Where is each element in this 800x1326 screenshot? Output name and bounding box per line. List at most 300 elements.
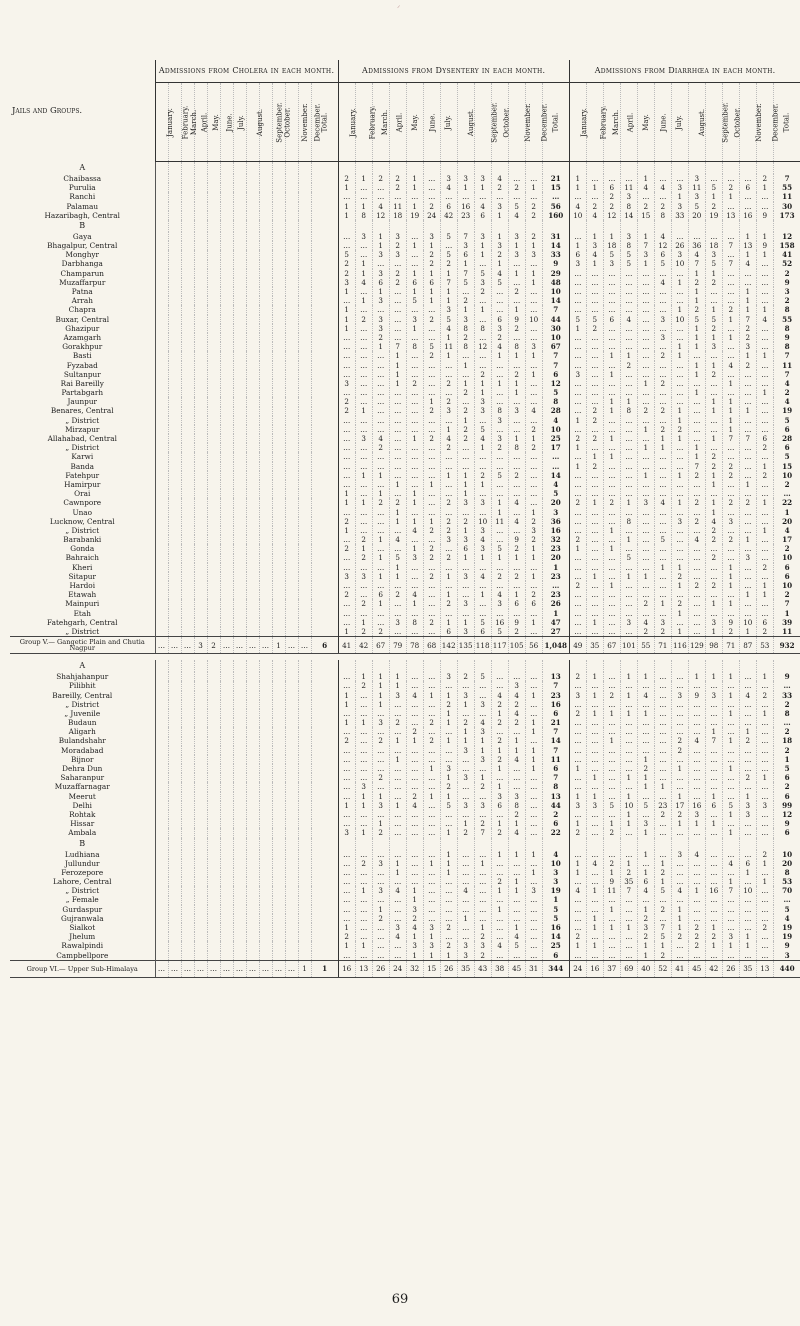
dia-cell — [739, 162, 756, 175]
dys-cell: 1 — [372, 535, 389, 544]
dys-cell — [338, 838, 355, 850]
dys-cell: 21 — [542, 718, 569, 727]
dia-cell: … — [603, 609, 620, 618]
chol-cell — [207, 618, 220, 627]
dys-cell: 1 — [474, 859, 491, 868]
dia-cell: 1 — [671, 609, 688, 618]
dys-cell: 3 — [525, 342, 542, 351]
dia-cell: … — [756, 508, 773, 517]
dia-cell: … — [654, 792, 671, 801]
dia-cell: … — [671, 489, 688, 498]
dia-cell: 5 — [722, 801, 739, 810]
dia-cell: … — [739, 508, 756, 517]
dys-cell — [457, 660, 474, 672]
dia-cell — [688, 660, 705, 672]
chol-cell — [285, 773, 298, 782]
dia-cell: 1 — [569, 868, 586, 877]
dys-cell: … — [440, 819, 457, 828]
dia-cell: 2 — [688, 941, 705, 950]
dys-cell: … — [423, 681, 440, 690]
dia-cell: … — [739, 572, 756, 581]
dys-cell: 11 — [542, 755, 569, 764]
dia-cell: 1 — [756, 709, 773, 718]
chol-cell — [194, 554, 207, 563]
month-label: August. — [255, 108, 264, 136]
dys-cell: 1 — [423, 296, 440, 305]
chol-cell — [233, 810, 246, 819]
dys-cell: 1 — [355, 801, 372, 810]
chol-cell — [285, 397, 298, 406]
dys-cell — [355, 838, 372, 850]
chol-cell — [311, 609, 338, 618]
chol-cell — [272, 941, 285, 950]
dys-cell: 2 — [457, 407, 474, 416]
dia-cell — [586, 220, 603, 232]
dys-cell: 6 — [457, 250, 474, 259]
chol-cell — [272, 397, 285, 406]
chol-cell — [168, 471, 181, 480]
dia-cell: 1 — [569, 544, 586, 553]
chol-cell — [220, 599, 233, 608]
dys-cell: … — [423, 471, 440, 480]
dia-cell: 5 — [654, 260, 671, 269]
chol-cell — [233, 691, 246, 700]
dys-cell: … — [508, 859, 525, 868]
dia-cell: 1 — [637, 443, 654, 452]
chol-cell — [311, 951, 338, 961]
chol-cell — [207, 727, 220, 736]
dys-cell: … — [491, 932, 508, 941]
dys-cell: … — [423, 425, 440, 434]
dia-cell: 2 — [688, 923, 705, 932]
dia-cell: 1 — [722, 709, 739, 718]
dys-cell: … — [474, 315, 491, 324]
dia-cell: 1 — [722, 425, 739, 434]
dys-cell: 1 — [355, 407, 372, 416]
chol-cell — [233, 241, 246, 250]
dia-cell: 1 — [671, 434, 688, 443]
dia-cell: … — [688, 868, 705, 877]
dys-cell: 1 — [423, 932, 440, 941]
chol-cell — [220, 609, 233, 618]
dys-cell: 1 — [372, 554, 389, 563]
chol-cell — [233, 425, 246, 434]
dia-cell: 7 — [722, 241, 739, 250]
dys-cell: … — [423, 333, 440, 342]
chol-cell — [259, 627, 272, 637]
dia-cell: 55 — [773, 315, 800, 324]
dia-cell: 7 — [705, 737, 722, 746]
dia-cell: 2 — [705, 324, 722, 333]
dia-cell: … — [620, 489, 637, 498]
dys-cell: 1 — [457, 480, 474, 489]
dia-cell: 932 — [773, 637, 800, 654]
dia-cell: 4 — [654, 183, 671, 192]
dys-cell: … — [508, 480, 525, 489]
month-label: January. — [165, 107, 174, 137]
chol-cell — [259, 443, 272, 452]
chol-cell — [220, 850, 233, 859]
dia-cell: 1 — [569, 792, 586, 801]
chol-cell — [181, 508, 194, 517]
dia-cell: … — [756, 810, 773, 819]
chol-cell — [298, 397, 311, 406]
month-label: October. — [733, 106, 742, 138]
dys-cell: 1 — [440, 868, 457, 877]
dia-cell: … — [671, 554, 688, 563]
dys-cell: … — [406, 773, 423, 782]
chol-cell — [168, 250, 181, 259]
chol-cell — [168, 407, 181, 416]
dys-cell: … — [491, 681, 508, 690]
dys-cell: 20 — [542, 498, 569, 507]
dia-cell: … — [671, 174, 688, 183]
dia-cell: 2 — [671, 425, 688, 434]
dia-cell: 1 — [722, 192, 739, 201]
dys-cell: … — [338, 232, 355, 241]
dia-cell: … — [739, 850, 756, 859]
chol-cell — [194, 773, 207, 782]
dia-cell: 1 — [620, 535, 637, 544]
table-row — [10, 287, 800, 296]
dia-cell: 4 — [654, 498, 671, 507]
dia-cell — [603, 220, 620, 232]
dia-cell: … — [569, 590, 586, 599]
chol-cell — [298, 932, 311, 941]
dys-cell: … — [491, 535, 508, 544]
chol-cell — [233, 232, 246, 241]
dia-cell: … — [688, 526, 705, 535]
dia-cell: … — [739, 489, 756, 498]
dys-cell: 3 — [508, 792, 525, 801]
chol-cell — [246, 773, 259, 782]
dys-cell: … — [372, 370, 389, 379]
chol-cell — [246, 718, 259, 727]
dys-cell: 1 — [440, 773, 457, 782]
chol-cell — [220, 241, 233, 250]
dys-cell: 3 — [423, 941, 440, 950]
dia-cell: 3 — [705, 342, 722, 351]
table-row — [10, 618, 800, 627]
chol-cell — [155, 896, 168, 905]
dia-cell: 2 — [603, 859, 620, 868]
dys-cell: … — [406, 351, 423, 360]
dys-cell: … — [355, 914, 372, 923]
dys-cell: … — [440, 361, 457, 370]
chol-cell — [285, 691, 298, 700]
dys-cell: … — [389, 443, 406, 452]
dia-cell: … — [722, 388, 739, 397]
group-total-label: Group VI.— Upper Sub-Himalaya — [10, 960, 155, 977]
dia-cell: 2 — [773, 480, 800, 489]
dia-cell — [654, 660, 671, 672]
dys-month-header — [508, 83, 532, 162]
chol-cell — [246, 241, 259, 250]
dys-cell: … — [406, 250, 423, 259]
dia-cell: 3 — [637, 819, 654, 828]
dia-cell: 5 — [688, 315, 705, 324]
dys-cell: 1 — [491, 819, 508, 828]
dia-cell: 1 — [705, 498, 722, 507]
chol-cell — [259, 681, 272, 690]
dia-cell: 3 — [586, 241, 603, 250]
chol-cell — [285, 443, 298, 452]
dia-cell — [756, 660, 773, 672]
dia-cell: 1 — [603, 544, 620, 553]
dia-cell: 3 — [637, 250, 654, 259]
chol-cell — [220, 526, 233, 535]
dia-cell: 1 — [739, 296, 756, 305]
dia-cell: … — [739, 416, 756, 425]
dia-cell: … — [705, 572, 722, 581]
dys-cell: … — [474, 489, 491, 498]
chol-cell — [207, 211, 220, 220]
dia-cell — [773, 838, 800, 850]
dys-cell: 3 — [474, 801, 491, 810]
dia-cell: 1 — [637, 174, 654, 183]
dia-cell: … — [569, 554, 586, 563]
dia-cell: … — [722, 508, 739, 517]
dia-cell: … — [654, 508, 671, 517]
dys-cell: 2 — [423, 315, 440, 324]
dys-cell: 4 — [474, 202, 491, 211]
chol-cell — [298, 183, 311, 192]
dys-cell: 11 — [440, 342, 457, 351]
dys-cell: … — [355, 932, 372, 941]
chol-cell — [272, 489, 285, 498]
dia-cell: … — [671, 718, 688, 727]
chol-cell — [285, 498, 298, 507]
chol-cell — [311, 379, 338, 388]
dia-cell: … — [671, 709, 688, 718]
chol-cell — [285, 941, 298, 950]
dia-cell: … — [739, 951, 756, 961]
dia-cell: 2 — [569, 581, 586, 590]
dia-cell — [705, 660, 722, 672]
chol-cell — [207, 923, 220, 932]
dia-cell: 2 — [756, 691, 773, 700]
dys-cell: 3 — [542, 877, 569, 886]
dys-cell: 1 — [338, 691, 355, 700]
chol-cell — [259, 489, 272, 498]
dia-cell: … — [671, 287, 688, 296]
chol-cell — [259, 572, 272, 581]
dys-cell: … — [508, 581, 525, 590]
chol-cell — [246, 700, 259, 709]
dys-cell: … — [474, 260, 491, 269]
dys-cell: 8 — [508, 342, 525, 351]
chol-cell — [168, 462, 181, 471]
dys-cell: … — [406, 361, 423, 370]
dia-cell: 1 — [620, 859, 637, 868]
dia-cell: 1 — [756, 498, 773, 507]
chol-cell — [233, 269, 246, 278]
chol-cell: … — [155, 637, 168, 654]
dia-cell: … — [569, 923, 586, 932]
chol-cell — [233, 951, 246, 961]
chol-cell — [155, 581, 168, 590]
dys-cell: … — [406, 672, 423, 681]
dia-cell: 9 — [773, 278, 800, 287]
dia-cell: … — [603, 296, 620, 305]
dia-cell: … — [654, 489, 671, 498]
dia-cell: … — [654, 691, 671, 700]
dys-cell: 3 — [491, 434, 508, 443]
dys-cell: 2 — [372, 914, 389, 923]
chol-cell — [207, 554, 220, 563]
dys-cell: 1 — [440, 951, 457, 961]
chol-cell — [168, 425, 181, 434]
chol-cell — [246, 932, 259, 941]
dia-cell: 2 — [603, 202, 620, 211]
chol-cell — [155, 192, 168, 201]
dia-cell: … — [739, 923, 756, 932]
table-row — [10, 581, 800, 590]
dia-cell: 1 — [756, 305, 773, 314]
chol-cell — [168, 672, 181, 681]
dys-cell: … — [508, 489, 525, 498]
dys-cell: 1 — [440, 792, 457, 801]
dys-cell: … — [372, 508, 389, 517]
dys-cell: 5 — [491, 471, 508, 480]
dys-cell — [542, 162, 569, 175]
chol-cell — [155, 932, 168, 941]
chol-cell: … — [246, 637, 259, 654]
dys-cell: 105 — [508, 637, 525, 654]
chol-cell — [207, 220, 220, 232]
dys-cell: 1 — [372, 241, 389, 250]
chol-cell — [168, 192, 181, 201]
chol-cell — [285, 425, 298, 434]
dys-cell: 3 — [474, 498, 491, 507]
dys-cell: 5 — [508, 202, 525, 211]
dia-cell: 4 — [705, 517, 722, 526]
dia-cell: … — [756, 572, 773, 581]
dia-cell: … — [654, 700, 671, 709]
dys-cell: 2 — [372, 333, 389, 342]
dia-cell: 1 — [756, 250, 773, 259]
dys-cell: 1 — [525, 618, 542, 627]
dys-cell: 24 — [423, 211, 440, 220]
chol-cell — [233, 351, 246, 360]
chol-cell — [155, 718, 168, 727]
month-label: June. — [225, 112, 234, 132]
dia-cell: … — [620, 905, 637, 914]
dia-cell: … — [620, 932, 637, 941]
dia-cell: 2 — [654, 351, 671, 360]
dys-cell: 1 — [508, 590, 525, 599]
chol-cell — [181, 269, 194, 278]
chol-cell — [194, 877, 207, 886]
dys-cell: 1 — [440, 351, 457, 360]
dys-cell: 2 — [491, 755, 508, 764]
dia-cell: … — [705, 590, 722, 599]
chol-cell — [155, 691, 168, 700]
chol-cell — [272, 914, 285, 923]
chol-cell — [246, 287, 259, 296]
chol-cell — [259, 220, 272, 232]
chol-cell — [259, 691, 272, 700]
chol-cell — [155, 755, 168, 764]
dys-cell: … — [406, 700, 423, 709]
dia-cell: 7 — [739, 434, 756, 443]
dys-cell — [355, 220, 372, 232]
table-row — [10, 923, 800, 932]
dys-cell: … — [406, 755, 423, 764]
dys-cell: … — [406, 627, 423, 637]
dys-cell: 1 — [338, 627, 355, 637]
chol-cell — [207, 480, 220, 489]
dia-cell: 5 — [569, 315, 586, 324]
dys-cell: … — [423, 192, 440, 201]
chol-cell — [259, 174, 272, 183]
chol-cell — [298, 269, 311, 278]
chol-cell — [298, 480, 311, 489]
chol-cell — [298, 850, 311, 859]
chol-cell — [272, 850, 285, 859]
dia-cell: … — [603, 773, 620, 782]
chol-cell — [181, 609, 194, 618]
dys-cell: 7 — [474, 828, 491, 837]
chol-cell — [168, 599, 181, 608]
dys-cell: 1 — [474, 746, 491, 755]
dia-cell: 1 — [637, 868, 654, 877]
dia-cell: 6 — [603, 315, 620, 324]
dia-cell — [586, 838, 603, 850]
chol-cell — [220, 333, 233, 342]
dys-cell: 15 — [542, 183, 569, 192]
dia-cell: … — [569, 755, 586, 764]
chol-cell — [246, 782, 259, 791]
chol-cell — [259, 764, 272, 773]
dia-cell: … — [654, 819, 671, 828]
dia-cell: 2 — [569, 535, 586, 544]
dys-cell: … — [389, 333, 406, 342]
dys-cell: … — [355, 425, 372, 434]
dys-cell: 44 — [542, 801, 569, 810]
chol-cell — [220, 434, 233, 443]
dys-cell: 5 — [474, 672, 491, 681]
dys-cell: 1 — [406, 896, 423, 905]
dia-cell: … — [620, 324, 637, 333]
dia-cell: 1 — [637, 782, 654, 791]
chol-cell — [311, 590, 338, 599]
dys-cell: 1 — [355, 269, 372, 278]
chol-cell — [207, 462, 220, 471]
dys-cell: 19 — [542, 886, 569, 895]
dia-cell: … — [671, 700, 688, 709]
chol-cell — [168, 709, 181, 718]
chol-cell — [220, 489, 233, 498]
dia-cell: 1 — [586, 498, 603, 507]
dia-cell: 16 — [688, 801, 705, 810]
chol-cell — [220, 672, 233, 681]
dys-cell: 32 — [406, 960, 423, 977]
dys-cell: … — [525, 828, 542, 837]
chol-cell — [311, 599, 338, 608]
dia-cell: … — [586, 755, 603, 764]
chol-cell — [155, 914, 168, 923]
dys-cell: 1 — [440, 269, 457, 278]
chol-cell — [259, 425, 272, 434]
dia-cell: … — [739, 278, 756, 287]
chol-cell — [285, 162, 298, 175]
chol-cell — [233, 489, 246, 498]
dia-cell: … — [654, 896, 671, 905]
dys-cell: … — [474, 361, 491, 370]
dys-cell: 1 — [406, 951, 423, 961]
dia-cell: … — [637, 462, 654, 471]
